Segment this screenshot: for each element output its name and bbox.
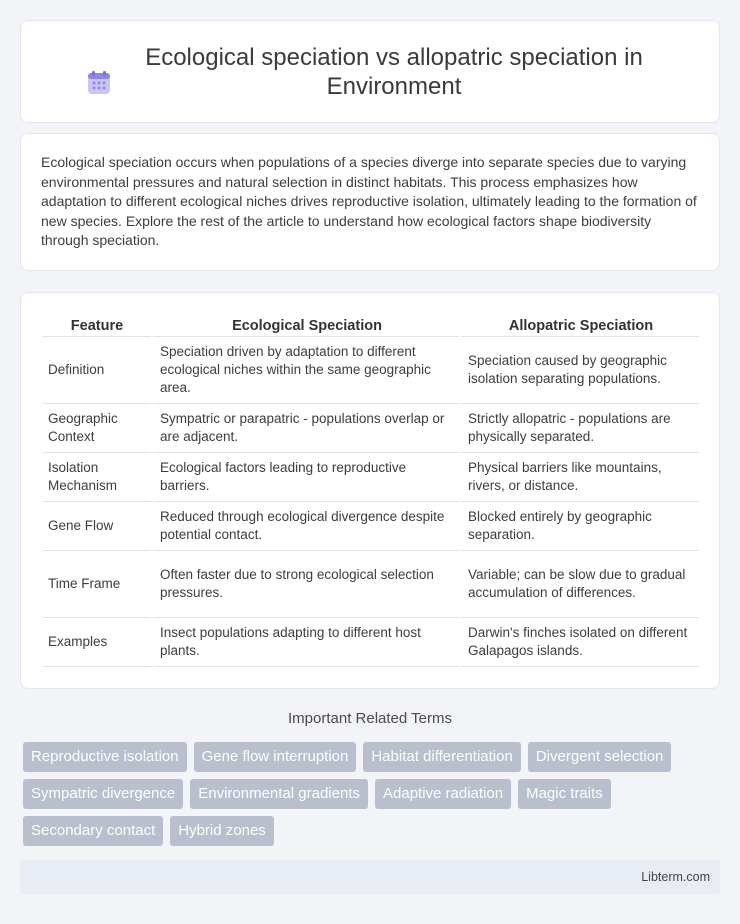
- tag-habitat-differentiation[interactable]: Habitat differentiation: [363, 742, 520, 772]
- table-row: [43, 551, 699, 618]
- footer-site-link[interactable]: Libterm.com: [641, 870, 710, 884]
- tag-row: [23, 779, 723, 809]
- table-row: [43, 453, 699, 502]
- intro-card: [20, 133, 720, 271]
- tag-sympatric-divergence[interactable]: Sympatric divergence: [23, 779, 183, 809]
- tag-environmental-gradients[interactable]: Environmental gradients: [190, 779, 368, 809]
- ecological-cell: Often faster due to strong ecological selection pressures.: [151, 551, 459, 618]
- related-terms-heading: Important Related Terms: [288, 710, 452, 727]
- allopatric-cell: Darwin's finches isolated on different Galapagos islands.: [459, 618, 699, 667]
- table-row: [43, 502, 699, 551]
- table-row: [43, 618, 699, 667]
- tag-hybrid-zones[interactable]: Hybrid zones: [170, 816, 274, 846]
- related-terms-list: [23, 742, 723, 853]
- tag-gene-flow-interruption[interactable]: Gene flow interruption: [194, 742, 357, 772]
- allopatric-cell: Strictly allopatric - populations are physically separated.: [459, 404, 699, 453]
- allopatric-cell: Variable; can be slow due to gradual accumulation of differences.: [459, 551, 699, 618]
- feature-cell: Isolation Mechanism: [43, 453, 151, 502]
- feature-cell: Geographic Context: [43, 404, 151, 453]
- column-header-feature: Feature: [43, 315, 151, 337]
- allopatric-cell: Physical barriers like mountains, rivers, or distance.: [459, 453, 699, 502]
- feature-cell: Time Frame: [43, 551, 151, 618]
- feature-cell: Definition: [43, 337, 151, 404]
- tag-adaptive-radiation[interactable]: Adaptive radiation: [375, 779, 511, 809]
- ecological-cell: Sympatric or parapatric - populations overlap or are adjacent.: [151, 404, 459, 453]
- feature-cell: Gene Flow: [43, 502, 151, 551]
- intro-paragraph: Ecological speciation occurs when populations of a species diverge into separate species due to varying environmental pressures and natural selection in distinct habitats. This process emphasizes how adaptation to different ecological niches drives reproductive isolation, ultimately leading to the formation of new species. Explore the rest of the article to understand how ecological factors shape biodiversity through speciation.: [41, 154, 697, 248]
- column-header-allopatric: Allopatric Speciation: [459, 315, 699, 337]
- tag-secondary-contact[interactable]: Secondary contact: [23, 816, 163, 846]
- column-header-ecological: Ecological Speciation: [151, 315, 459, 337]
- ecological-cell: Reduced through ecological divergence despite potential contact.: [151, 502, 459, 551]
- footer: [20, 860, 720, 894]
- allopatric-cell: Speciation caused by geographic isolation separating populations.: [459, 337, 699, 404]
- ecological-cell: Speciation driven by adaptation to different ecological niches within the same geographic area.: [151, 337, 459, 404]
- tag-reproductive-isolation[interactable]: Reproductive isolation: [23, 742, 187, 772]
- allopatric-cell: Blocked entirely by geographic separation.: [459, 502, 699, 551]
- table-header-row: [43, 315, 699, 337]
- feature-cell: Examples: [43, 618, 151, 667]
- tag-row: [23, 816, 723, 846]
- comparison-card: [20, 292, 720, 689]
- title-card: [20, 20, 720, 123]
- table-row: [43, 337, 699, 404]
- page-title: Ecological speciation vs allopatric speciation in Environment: [145, 43, 643, 100]
- comparison-table: [43, 315, 699, 667]
- ecological-cell: Ecological factors leading to reproductive barriers.: [151, 453, 459, 502]
- tag-row: [23, 742, 723, 772]
- tag-magic-traits[interactable]: Magic traits: [518, 779, 611, 809]
- tag-divergent-selection[interactable]: Divergent selection: [528, 742, 672, 772]
- calendar-grid-icon: [86, 70, 112, 96]
- ecological-cell: Insect populations adapting to different host plants.: [151, 618, 459, 667]
- table-row: [43, 404, 699, 453]
